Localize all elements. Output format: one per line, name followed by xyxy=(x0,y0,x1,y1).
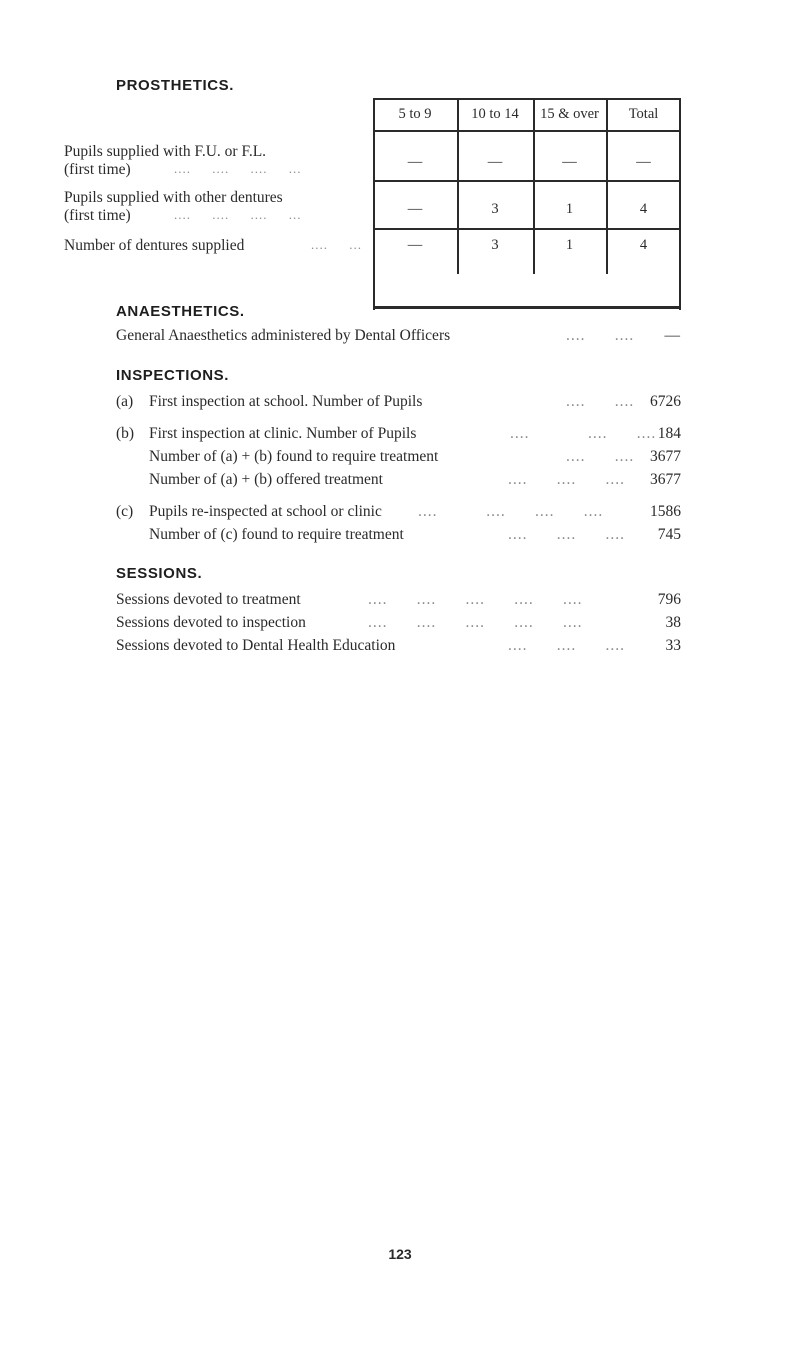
leader-dots: .... .... xyxy=(566,393,635,410)
table-cell: 4 xyxy=(639,237,648,253)
leader-dots: .... .... .... xyxy=(510,425,657,442)
table-cell: 4 xyxy=(639,201,648,217)
leader-dots: .... .... .... .... .... xyxy=(368,591,583,608)
table-cell: 1 xyxy=(565,201,574,217)
table-cell: — xyxy=(407,154,423,170)
list-item-label: First inspection at clinic. Number of Pupils xyxy=(149,425,417,442)
list-item-label: Number of (c) found to require treatment xyxy=(149,526,404,543)
leader-dots: .... .... .... ... xyxy=(174,161,302,176)
list-item-value: 33 xyxy=(665,637,681,654)
leader-dots: .... .... .... xyxy=(508,637,625,654)
leader-dots: .... .... .... .... xyxy=(418,503,604,520)
inspections-heading: INSPECTIONS. xyxy=(116,367,230,384)
row-label-line: Number of dentures supplied xyxy=(64,237,245,254)
list-item-value: 6726 xyxy=(650,393,681,410)
list-item-label: Number of (a) + (b) offered treatment xyxy=(149,471,383,488)
prosthetics-heading: PROSTHETICS. xyxy=(116,77,235,94)
anaesthetics-heading: ANAESTHETICS. xyxy=(116,303,245,320)
leader-dots: .... .... xyxy=(566,327,635,344)
list-item-value: 184 xyxy=(657,425,681,442)
list-item-label: Sessions devoted to treatment xyxy=(116,591,301,608)
leader-dots: .... .... .... .... .... xyxy=(368,614,583,631)
table-cell: — xyxy=(407,237,423,253)
list-item-marker: (a) xyxy=(116,393,134,410)
list-item-value: 38 xyxy=(665,614,681,631)
column-header: Total xyxy=(628,106,659,122)
row-label-line: Pupils supplied with other dentures xyxy=(64,189,283,206)
leader-dots: .... .... .... xyxy=(508,526,625,543)
list-item-value: 745 xyxy=(657,526,681,543)
list-item-value: 796 xyxy=(657,591,681,608)
column-header: 10 to 14 xyxy=(471,106,519,122)
leader-dots: .... ... xyxy=(311,237,362,252)
list-item-marker: (b) xyxy=(116,425,135,442)
row-label-line: (first time) xyxy=(64,161,131,178)
leader-dots: .... .... .... xyxy=(508,471,625,488)
table-cell: — xyxy=(636,154,651,170)
list-item-label: First inspection at school. Number of Pupils xyxy=(149,393,423,410)
table-cell: 1 xyxy=(565,237,574,253)
table-cell: — xyxy=(562,154,577,170)
sessions-heading: SESSIONS. xyxy=(116,565,203,582)
leader-dots: .... .... xyxy=(566,448,635,465)
list-item-value: 3677 xyxy=(650,471,681,488)
row-label-line: (first time) xyxy=(64,207,131,224)
leader-dots: .... .... .... ... xyxy=(174,207,302,222)
table-cell: — xyxy=(487,154,503,170)
list-item-label: Sessions devoted to inspection xyxy=(116,614,306,631)
list-item-value: 3677 xyxy=(650,448,681,465)
list-item-marker: (c) xyxy=(116,503,134,520)
row-label-line: Pupils supplied with F.U. or F.L. xyxy=(64,143,267,160)
list-item-value: — xyxy=(664,327,680,344)
list-item-label: Number of (a) + (b) found to require treatment xyxy=(149,448,439,465)
table-cell: — xyxy=(407,201,423,217)
column-header: 15 & over xyxy=(540,106,599,122)
list-item-label: General Anaesthetics administered by Dental Officers xyxy=(116,327,451,344)
list-item-label: Sessions devoted to Dental Health Education xyxy=(116,637,396,654)
row-label xyxy=(64,237,244,255)
page-number: 123 xyxy=(388,1246,412,1262)
table-cell: 3 xyxy=(491,237,499,253)
list-item-value: 1586 xyxy=(650,503,681,520)
list-item-label: Pupils re-inspected at school or clinic xyxy=(149,503,382,520)
column-header: 5 to 9 xyxy=(398,106,432,122)
table-cell: 3 xyxy=(491,201,499,217)
table-grid xyxy=(373,98,681,310)
